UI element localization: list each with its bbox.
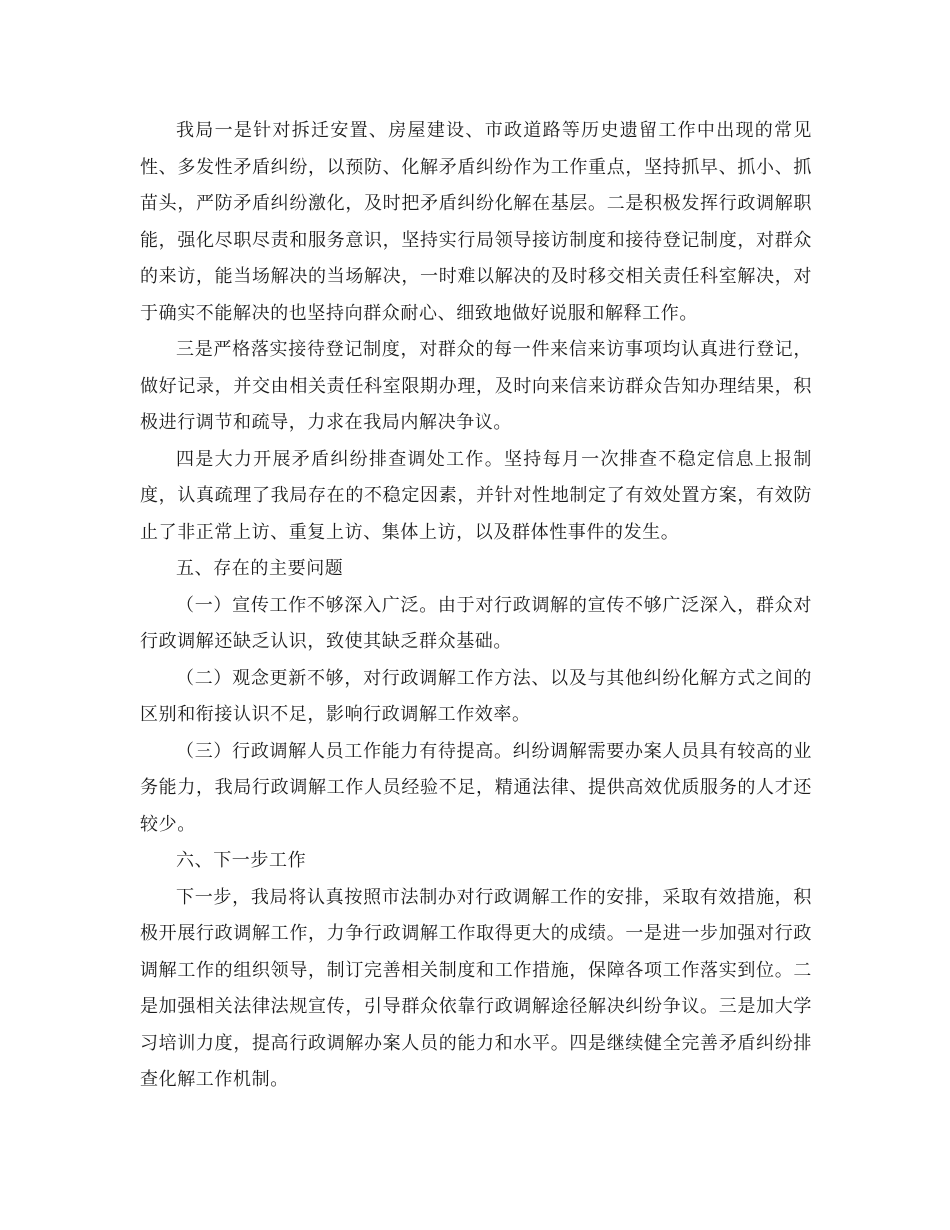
paragraph-1: 我局一是针对拆迁安置、房屋建设、市政道路等历史遗留工作中出现的常见性、多发性矛盾纠纷，以预防、化解矛盾纠纷作为工作重点，坚持抓早、抓小、抓苗头，严防矛盾纠纷激化，及时把矛盾纠纷化解在基层。二是积极发挥行政调解职能，强化尽职尽责和服务意识，坚持实行局领导接访制度和接待登记制度，对群众的来访，能当场解决的当场解决，一时难以解决的及时移交相关责任科室解决，对于确实不能解决的也坚持向群众耐心、细致地做好说服和解释工作。 xyxy=(140,120,812,324)
problem-item-2: （二）观念更新不够，对行政调解工作方法、以及与其他纠纷化解方式之间的区别和衔接认识不足，影响行政调解工作效率。 xyxy=(140,667,812,725)
problem-item-1: （一）宣传工作不够深入广泛。由于对行政调解的宣传不够广泛深入，群众对行政调解还缺乏认识，致使其缺乏群众基础。 xyxy=(140,594,812,652)
section-heading-problems: 五、存在的主要问题 xyxy=(176,558,344,579)
paragraph-next-steps: 下一步，我局将认真按照市法制办对行政调解工作的安排，采取有效措施，积极开展行政调解工作，力争行政调解工作取得更大的成绩。一是进一步加强对行政调解工作的组织领导，制订完善相关制度和工作措施，保障各项工作落实到位。二是加强相关法律法规宣传，引导群众依靠行政调解途径解决纠纷争议。三是加大学习培训力度，提高行政调解办案人员的能力和水平。四是继续健全完善矛盾纠纷排查化解工作机制。 xyxy=(140,886,812,1090)
paragraph-3: 四是大力开展矛盾纠纷排查调处工作。坚持每月一次排查不稳定信息上报制度，认真疏理了我局存在的不稳定因素，并针对性地制定了有效处置方案，有效防止了非正常上访、重复上访、集体上访，以及群体性事件的发生。 xyxy=(140,448,812,543)
problem-item-3: （三）行政调解人员工作能力有待提高。纠纷调解需要办案人员具有较高的业务能力，我局行政调解工作人员经验不足，精通法律、提供高效优质服务的人才还较少。 xyxy=(140,740,812,835)
paragraph-2: 三是严格落实接待登记制度，对群众的每一件来信来访事项均认真进行登记，做好记录，并交由相关责任科室限期办理，及时向来信来访群众告知办理结果，积极进行调节和疏导，力求在我局内解决争议。 xyxy=(140,339,812,433)
section-heading-next-steps: 六、下一步工作 xyxy=(176,850,307,871)
document-body xyxy=(140,113,812,1099)
